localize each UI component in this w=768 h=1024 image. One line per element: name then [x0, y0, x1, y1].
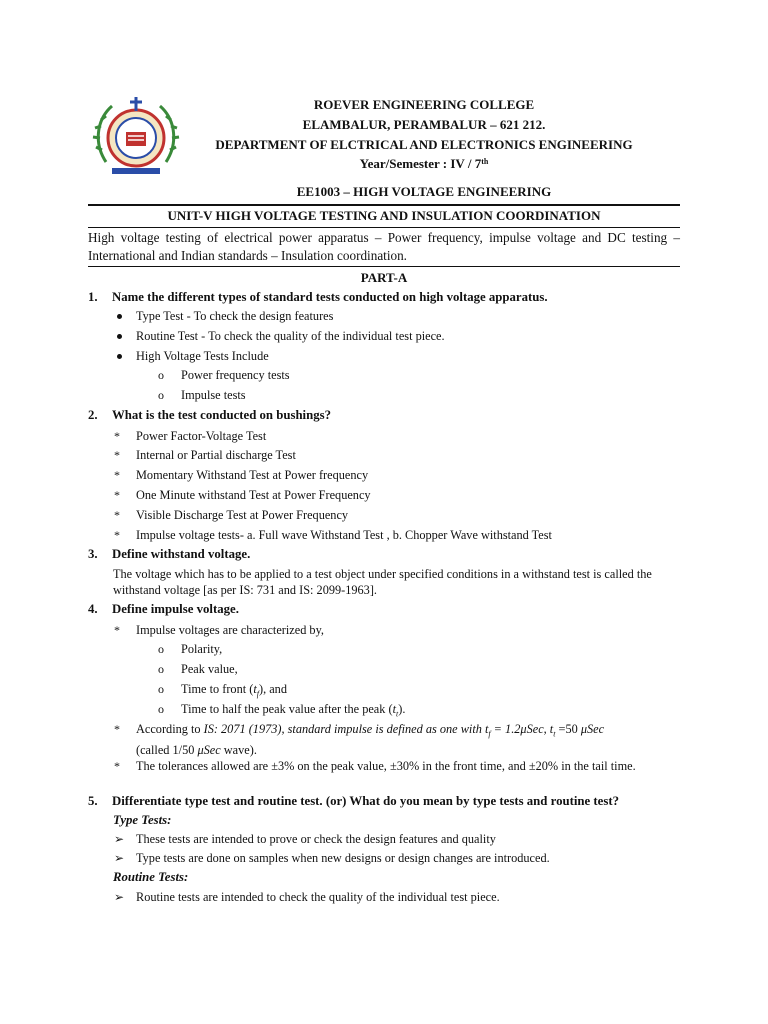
list-item: Type tests are done on samples when new designs or design changes are introduced. [136, 851, 550, 865]
top-rule [88, 204, 680, 206]
bullet-dot [117, 334, 122, 339]
college-name: ROEVER ENGINEERING COLLEGE [313, 97, 535, 112]
list-item: One Minute withstand Test at Power Frequency [136, 488, 371, 502]
star-bullet: * [114, 508, 120, 522]
answer-paragraph: The voltage which has to be applied to a test object under specified conditions in a withstand test is called the withstand voltage [as per IS: 731 and IS: 2099-1963]. [113, 567, 652, 597]
syllabus-rule [88, 266, 680, 267]
star-bullet: * [114, 528, 120, 542]
star-bullet: * [114, 488, 120, 502]
tag-bullet-icon: ➢ [114, 890, 125, 904]
question-1: 1. Name the different types of standard tests conducted on high voltage apparatus. [88, 290, 548, 304]
list-item: According to IS: 2071 (1973), standard impulse is defined as one with $t_f = 1.2\mu Sec$, $t_t =50$ μSec (called 1/50 μSec wave). [136, 722, 605, 758]
sub-bullet: o [158, 388, 164, 402]
star-bullet: * [114, 722, 120, 736]
star-bullet: * [114, 468, 120, 482]
question-3: 3. Define withstand voltage. [88, 547, 251, 561]
sub-bullet: o [158, 682, 164, 696]
list-item: Impulse voltages are characterized by, [136, 623, 325, 637]
list-item: Momentary Withstand Test at Power frequency [136, 468, 369, 482]
list-item: The tolerances allowed are ±3% on the peak value, ±30% in the front time, and ±20% in the tail time. [136, 759, 636, 773]
bullet-dot [117, 354, 122, 359]
tag-bullet-icon: ➢ [114, 851, 125, 865]
sub-bullet: o [158, 702, 164, 716]
list-item: Routine Test - To check the quality of the individual test piece. [136, 329, 445, 343]
list-subitem: Time to half the peak value after the peak $(t_t)$. [181, 702, 406, 719]
list-item: Internal or Partial discharge Test [136, 448, 296, 462]
department-name: DEPARTMENT OF ELCTRICAL AND ELECTRONICS ENGINEERING [215, 137, 633, 152]
unit-title: UNIT-V HIGH VOLTAGE TESTING AND INSULATION COORDINATION [167, 208, 601, 223]
part-heading: PART-A [360, 270, 408, 285]
list-subitem: Peak value, [181, 662, 238, 676]
star-bullet: * [114, 448, 120, 462]
sub-bullet: o [158, 368, 164, 382]
course-title: EE1003 – HIGH VOLTAGE ENGINEERING [296, 184, 552, 199]
star-bullet: * [114, 429, 120, 443]
list-subitem: Power frequency tests [181, 368, 290, 382]
list-item: Power Factor-Voltage Test [136, 429, 267, 443]
question-2: 2. What is the test conducted on bushings? [88, 408, 332, 422]
college-address: ELAMBALUR, PERAMBALUR – 621 212. [302, 117, 546, 132]
sub-bullet: o [158, 642, 164, 656]
star-bullet: * [114, 623, 120, 637]
list-item: Impulse voltage tests- a. Full wave Withstand Test , b. Chopper Wave withstand Test [136, 528, 552, 542]
list-item: These tests are intended to prove or check the design features and quality [136, 832, 496, 846]
year-semester: Year/Semester : IV / 7th [359, 156, 489, 171]
list-item: Routine tests are intended to check the quality of the individual test piece. [136, 890, 500, 904]
unit-syllabus: High voltage testing of electrical power apparatus – Power frequency, impulse voltage and DC testing – International and Indian standards – Insulation coordination. [88, 230, 680, 263]
list-item: Type Test - To check the design features [136, 309, 334, 323]
list-subitem: Time to front $(t_f)$, and [181, 682, 287, 699]
unit-rule [88, 227, 680, 228]
question-4: 4. Define impulse voltage. [88, 602, 239, 616]
tag-bullet-icon: ➢ [114, 832, 125, 846]
list-item: High Voltage Tests Include [136, 349, 269, 363]
star-bullet: * [114, 759, 120, 773]
list-item: Visible Discharge Test at Power Frequency [136, 508, 349, 522]
sub-bullet: o [158, 662, 164, 676]
list-subitem: Polarity, [181, 642, 223, 656]
type-tests-heading: Type Tests: [113, 813, 172, 827]
routine-tests-heading: Routine Tests: [113, 870, 189, 884]
bullet-dot [117, 314, 122, 319]
question-5: 5. Differentiate type test and routine test. (or) What do you mean by type tests and routine test? [88, 794, 619, 808]
list-subitem: Impulse tests [181, 388, 246, 402]
